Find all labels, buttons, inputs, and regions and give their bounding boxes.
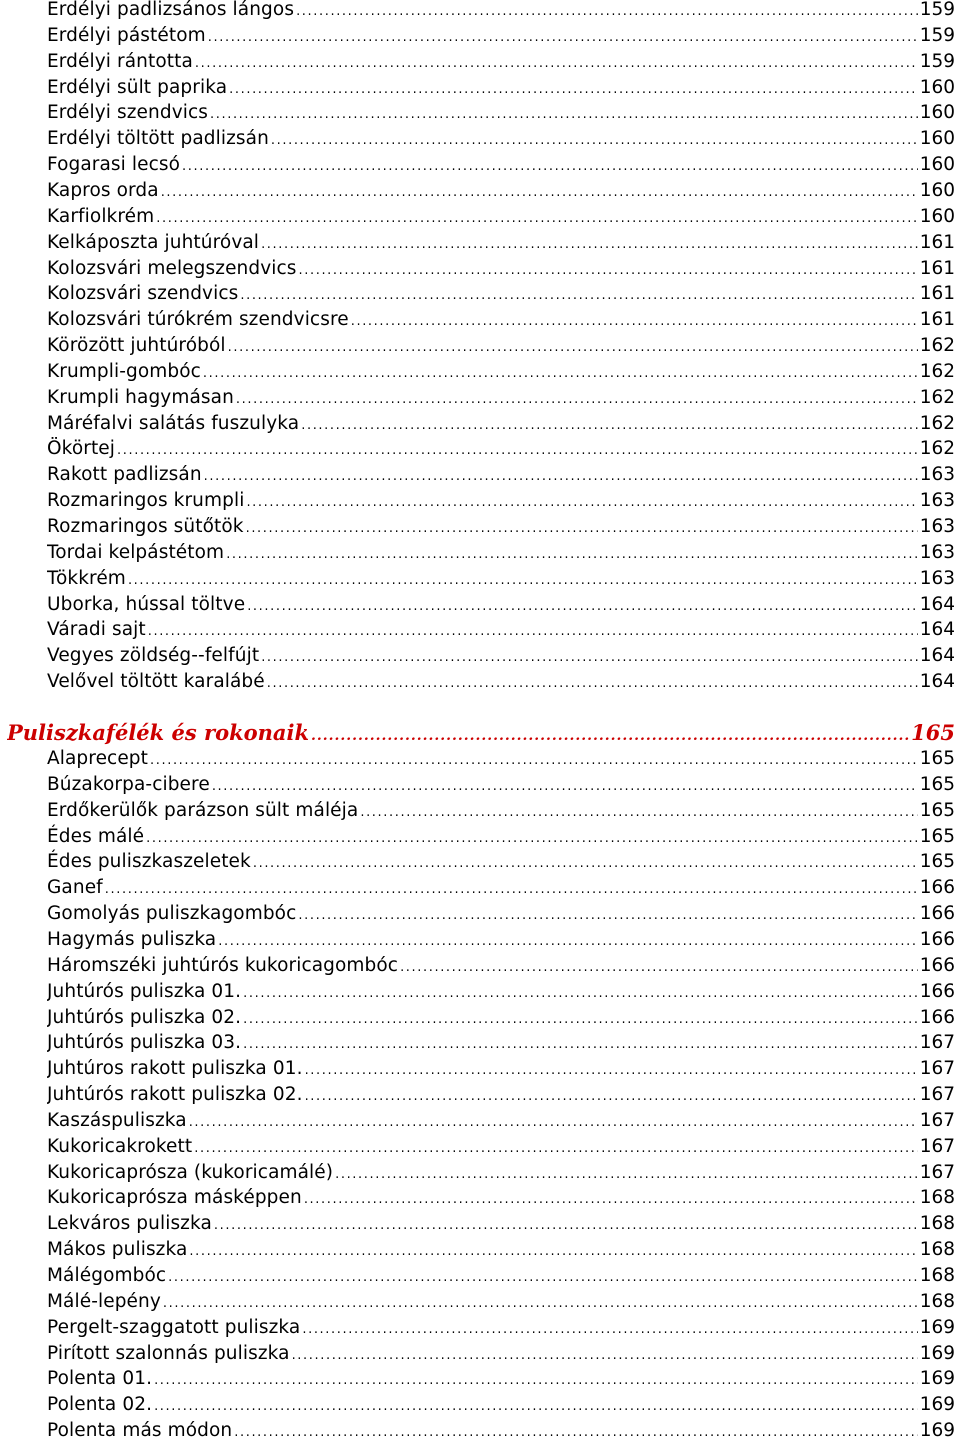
dot-leader bbox=[117, 438, 918, 462]
dot-leader bbox=[154, 1394, 918, 1418]
toc-entry-title: Fogarasi lecsó bbox=[47, 154, 181, 176]
toc-entry[interactable] bbox=[47, 333, 955, 359]
dot-leader bbox=[305, 1084, 918, 1108]
toc-entry-page-number: 168 bbox=[919, 1213, 955, 1235]
toc-entry[interactable] bbox=[47, 824, 955, 850]
toc-entry[interactable] bbox=[47, 1341, 955, 1367]
toc-entry-page-number: 159 bbox=[919, 0, 955, 20]
toc-entry-title: Alaprecept bbox=[47, 748, 149, 769]
toc-entry-title: Máréfalvi salátás fuszulyka bbox=[47, 412, 300, 434]
toc-entry-page-number: 165 bbox=[919, 748, 955, 769]
toc-entry-title: Tökkrém bbox=[47, 567, 126, 589]
dot-leader bbox=[301, 413, 917, 437]
toc-entry[interactable] bbox=[47, 1315, 955, 1341]
dot-leader bbox=[247, 594, 918, 618]
toc-entry-title: Polenta 02. bbox=[47, 1394, 153, 1416]
toc-entry-page-number: 162 bbox=[919, 335, 955, 357]
toc-entry[interactable] bbox=[47, 436, 955, 462]
toc-entry-page-number: 165 bbox=[919, 825, 955, 847]
toc-entry-title: Málé-lepény bbox=[47, 1290, 161, 1312]
dot-leader bbox=[226, 542, 918, 566]
toc-entry[interactable] bbox=[47, 1392, 955, 1418]
toc-entry[interactable] bbox=[47, 1160, 955, 1186]
toc-entry-page-number: 163 bbox=[919, 464, 955, 486]
toc-entry-page-number: 163 bbox=[919, 541, 955, 563]
toc-entry-page-number: 168 bbox=[919, 1239, 955, 1261]
toc-entry-title: Erdélyi pástétom bbox=[47, 24, 206, 46]
toc-entry-title: Erdélyi padlizsános lángos bbox=[47, 0, 295, 20]
toc-entry-page-number: 163 bbox=[919, 567, 955, 589]
toc-entry-page-number: 169 bbox=[919, 1342, 955, 1364]
toc-entry[interactable] bbox=[47, 901, 955, 927]
toc-entry[interactable] bbox=[47, 23, 955, 49]
toc-entry[interactable] bbox=[47, 1289, 955, 1315]
toc-entry-page-number: 166 bbox=[919, 903, 955, 925]
toc-entry-page-number: 168 bbox=[919, 1265, 955, 1286]
toc-entry[interactable] bbox=[47, 1056, 955, 1082]
toc-entry-page-number: 165 bbox=[919, 773, 955, 795]
toc-entry-title: Kolozsvári melegszendvics bbox=[47, 257, 297, 279]
toc-entry-page-number: 166 bbox=[919, 954, 955, 976]
toc-entry-page-number: 160 bbox=[919, 205, 955, 227]
toc-entry[interactable] bbox=[47, 772, 955, 798]
dot-leader bbox=[271, 128, 918, 152]
dot-leader bbox=[302, 1317, 917, 1341]
dot-leader bbox=[229, 77, 918, 101]
toc-entry-title: Édes puliszkaszeletek bbox=[47, 851, 251, 873]
toc-entry-page-number: 162 bbox=[919, 386, 955, 408]
dot-leader bbox=[148, 619, 918, 643]
toc-entry-title: Velővel töltött karalábé bbox=[47, 671, 265, 693]
toc-entry-title: Krumpli hagymásan bbox=[47, 386, 234, 408]
dot-leader bbox=[400, 955, 918, 979]
dot-leader bbox=[163, 1291, 918, 1315]
toc-entry-title: Búzakorpa-cibere bbox=[47, 773, 210, 795]
dot-leader bbox=[204, 464, 918, 488]
toc-entry-page-number: 160 bbox=[919, 154, 955, 176]
dot-leader bbox=[261, 645, 918, 669]
toc-entry-title: Gomolyás puliszkagombóc bbox=[47, 903, 297, 925]
toc-entry-title: Juhtúrós rakott puliszka 02. bbox=[47, 1084, 303, 1106]
toc-entry[interactable] bbox=[47, 1366, 955, 1392]
dot-leader bbox=[335, 1162, 918, 1186]
toc-entry-title: Váradi sajt bbox=[47, 619, 146, 641]
toc-entry-title: Ganef bbox=[47, 877, 103, 899]
toc-entry-title: Juhtúrós puliszka 01. bbox=[47, 980, 242, 1002]
dot-leader bbox=[218, 929, 917, 953]
toc-entry[interactable] bbox=[47, 0, 955, 23]
dot-leader bbox=[292, 1343, 918, 1367]
toc-entry[interactable] bbox=[47, 126, 955, 152]
toc-entry-title: Kaszáspuliszka bbox=[47, 1109, 187, 1131]
dot-leader bbox=[208, 25, 918, 49]
dot-leader bbox=[304, 1187, 918, 1211]
toc-entry[interactable] bbox=[47, 566, 955, 592]
toc-entry-title: Rozmaringos krumpli bbox=[47, 490, 245, 512]
toc-entry-title: Pergelt-szaggatott puliszka bbox=[47, 1316, 301, 1338]
toc-entry-page-number: 164 bbox=[919, 593, 955, 615]
dot-leader bbox=[203, 361, 918, 385]
toc-entry-page-number: 169 bbox=[919, 1394, 955, 1416]
dot-leader bbox=[243, 1007, 918, 1031]
toc-entry[interactable] bbox=[47, 411, 955, 437]
toc-entry[interactable] bbox=[47, 1108, 955, 1134]
toc-entry[interactable] bbox=[47, 875, 955, 901]
toc-entry-title: Kolozsvári szendvics bbox=[47, 283, 239, 305]
dot-leader bbox=[360, 800, 917, 824]
dot-leader bbox=[156, 206, 917, 230]
dot-leader bbox=[150, 748, 918, 772]
dot-leader bbox=[105, 877, 918, 901]
dot-leader bbox=[168, 1265, 918, 1289]
toc-entry[interactable] bbox=[47, 488, 955, 514]
toc-entry-page-number: 165 bbox=[919, 851, 955, 873]
toc-entry-page-number: 160 bbox=[919, 179, 955, 201]
toc-entry-page-number: 161 bbox=[919, 309, 955, 331]
toc-entry-page-number: 159 bbox=[919, 50, 955, 72]
toc-entry-page-number: 167 bbox=[919, 1058, 955, 1080]
dot-leader bbox=[234, 1420, 917, 1444]
toc-entry-title: Erdőkerülők parázson sült máléja bbox=[47, 799, 359, 821]
toc-entry-title: Erdélyi szendvics bbox=[47, 102, 209, 124]
toc-entry-title: Körözött juhtúróból bbox=[47, 335, 226, 357]
toc-entry[interactable] bbox=[47, 592, 955, 618]
toc-entry-page-number: 167 bbox=[919, 1135, 955, 1157]
dot-leader bbox=[161, 180, 918, 204]
toc-entry[interactable] bbox=[47, 204, 955, 230]
toc-entry-title: Pirított szalonnás puliszka bbox=[47, 1342, 290, 1364]
dot-leader bbox=[189, 1110, 918, 1134]
toc-entry-page-number: 161 bbox=[919, 257, 955, 279]
toc-entry[interactable] bbox=[47, 514, 955, 540]
dot-leader bbox=[154, 1368, 918, 1392]
toc-entry-page-number: 167 bbox=[919, 1084, 955, 1106]
toc-entry-title: Málégombóc bbox=[47, 1265, 167, 1286]
toc-entry[interactable] bbox=[47, 1211, 955, 1237]
dot-leader bbox=[246, 490, 917, 514]
dot-leader bbox=[311, 721, 909, 748]
toc-entry-page-number: 164 bbox=[919, 671, 955, 693]
toc-entry[interactable] bbox=[47, 49, 955, 75]
toc-entry-title: Polenta 01. bbox=[47, 1368, 153, 1390]
toc-entry[interactable] bbox=[47, 462, 955, 488]
toc-entry-page-number: 165 bbox=[919, 799, 955, 821]
toc-entry-title: Juhtúrós puliszka 03. bbox=[47, 1032, 242, 1054]
toc-entry-title: Rozmaringos sütőtök bbox=[47, 516, 244, 537]
toc-entry-title: Kukoricakrokett bbox=[47, 1135, 193, 1157]
dot-leader bbox=[298, 903, 917, 927]
toc-entry[interactable] bbox=[47, 1030, 955, 1056]
section-heading-title: Puliszkafélék és rokonaik bbox=[7, 720, 310, 745]
toc-entry-title: Háromszéki juhtúrós kukoricagombóc bbox=[47, 954, 399, 976]
toc-entry[interactable] bbox=[47, 100, 955, 126]
dot-leader bbox=[261, 232, 918, 256]
toc-entry[interactable] bbox=[47, 1005, 955, 1031]
toc-entry-page-number: 164 bbox=[919, 645, 955, 667]
toc-entry-page-number: 167 bbox=[919, 1032, 955, 1054]
toc-entry-title: Juhtúrós puliszka 02. bbox=[47, 1006, 242, 1028]
toc-entry-title: Uborka, hússal töltve bbox=[47, 593, 246, 615]
dot-leader bbox=[182, 154, 918, 178]
toc-entry-page-number: 163 bbox=[919, 490, 955, 512]
toc-entry-page-number: 161 bbox=[919, 231, 955, 253]
toc-entry-page-number: 169 bbox=[919, 1316, 955, 1338]
dot-leader bbox=[212, 774, 918, 798]
dot-leader bbox=[243, 981, 918, 1005]
toc-entry[interactable] bbox=[47, 281, 955, 307]
toc-entry-title: Vegyes zöldség--felfújt bbox=[47, 645, 260, 667]
toc-entry[interactable] bbox=[47, 75, 955, 101]
section-heading-page-number: 165 bbox=[911, 720, 955, 745]
toc-entry-title: Kukoricaprósza másképpen bbox=[47, 1187, 302, 1209]
toc-entry[interactable] bbox=[47, 540, 955, 566]
toc-entry[interactable] bbox=[47, 849, 955, 875]
toc-entry-page-number: 167 bbox=[919, 1109, 955, 1131]
dot-leader bbox=[194, 1136, 917, 1160]
dot-leader bbox=[267, 671, 918, 695]
toc-entry[interactable] bbox=[47, 617, 955, 643]
toc-entry-page-number: 164 bbox=[919, 619, 955, 641]
toc-entry-page-number: 159 bbox=[919, 24, 955, 46]
toc-entry[interactable] bbox=[47, 927, 955, 953]
toc-entry-page-number: 162 bbox=[919, 360, 955, 382]
toc-entry-title: Erdélyi töltött padlizsán bbox=[47, 128, 269, 150]
toc-entry[interactable] bbox=[47, 178, 955, 204]
dot-leader bbox=[128, 568, 918, 592]
toc-entry[interactable] bbox=[47, 1263, 955, 1289]
toc-entry[interactable] bbox=[47, 979, 955, 1005]
dot-leader bbox=[240, 283, 917, 307]
toc-entry-title: Krumpli-gombóc bbox=[47, 360, 201, 382]
toc-entry-page-number: 160 bbox=[919, 102, 955, 124]
toc-entry-title: Erdélyi rántotta bbox=[47, 50, 193, 72]
dot-leader bbox=[189, 1239, 917, 1263]
toc-entry[interactable] bbox=[47, 798, 955, 824]
toc-entry[interactable] bbox=[47, 256, 955, 282]
dot-leader bbox=[305, 1058, 918, 1082]
toc-entry[interactable] bbox=[47, 307, 955, 333]
toc-entry-title: Erdélyi sült paprika bbox=[47, 76, 228, 98]
toc-entry[interactable] bbox=[47, 152, 955, 178]
toc-entry-title: Kolozsvári túrókrém szendvicsre bbox=[47, 309, 349, 331]
toc-entry[interactable] bbox=[47, 1134, 955, 1160]
toc-entry[interactable] bbox=[47, 1237, 955, 1263]
toc-entry-page-number: 168 bbox=[919, 1290, 955, 1312]
toc-entry-title: Juhtúros rakott puliszka 01. bbox=[47, 1058, 303, 1080]
toc-entry[interactable] bbox=[47, 669, 955, 695]
dot-leader bbox=[195, 51, 918, 75]
section-heading[interactable] bbox=[7, 718, 955, 748]
toc-entry-page-number: 160 bbox=[919, 128, 955, 150]
toc-entry-page-number: 169 bbox=[919, 1420, 955, 1442]
toc-entry[interactable] bbox=[47, 385, 955, 411]
toc-entry-title: Ökörtej bbox=[47, 438, 116, 460]
toc-entry-page-number: 168 bbox=[919, 1187, 955, 1209]
dot-leader bbox=[228, 335, 918, 359]
toc-entry-title: Rakott padlizsán bbox=[47, 464, 202, 486]
toc-entry[interactable] bbox=[47, 643, 955, 669]
dot-leader bbox=[299, 258, 918, 282]
toc-entry-page-number: 167 bbox=[919, 1161, 955, 1183]
toc-entry-page-number: 166 bbox=[919, 1006, 955, 1028]
toc-entry-page-number: 162 bbox=[919, 438, 955, 460]
dot-leader bbox=[146, 826, 918, 850]
toc-entry-page-number: 166 bbox=[919, 980, 955, 1002]
toc-entry-title: Kukoricaprósza (kukoricamálé) bbox=[47, 1161, 334, 1183]
toc-entry-title: Kelkáposzta juhtúróval bbox=[47, 231, 260, 253]
toc-entry[interactable] bbox=[47, 746, 955, 772]
toc-entry[interactable] bbox=[47, 1082, 955, 1108]
dot-leader bbox=[253, 851, 918, 875]
dot-leader bbox=[236, 387, 918, 411]
toc-entry[interactable] bbox=[47, 1418, 955, 1444]
dot-leader bbox=[246, 516, 918, 540]
dot-leader bbox=[214, 1213, 918, 1237]
dot-leader bbox=[243, 1032, 918, 1056]
toc-entry-title: Kapros orda bbox=[47, 179, 159, 201]
toc-entry-page-number: 161 bbox=[919, 283, 955, 305]
toc-entry-page-number: 166 bbox=[919, 877, 955, 899]
toc-entry-page-number: 169 bbox=[919, 1368, 955, 1390]
toc-entry-title: Polenta más módon bbox=[47, 1420, 233, 1442]
toc-entry[interactable] bbox=[47, 953, 955, 979]
toc-entry[interactable] bbox=[47, 359, 955, 385]
toc-entry-title: Lekváros puliszka bbox=[47, 1213, 212, 1235]
toc-entry-title: Karfiolkrém bbox=[47, 205, 155, 227]
toc-entry[interactable] bbox=[47, 1185, 955, 1211]
toc-entry-title: Hagymás puliszka bbox=[47, 928, 217, 950]
toc-entry-title: Édes málé bbox=[47, 825, 145, 847]
dot-leader bbox=[351, 309, 918, 333]
toc-entry-page-number: 162 bbox=[919, 412, 955, 434]
toc-entry-page-number: 163 bbox=[919, 516, 955, 537]
toc-entry-title: Mákos puliszka bbox=[47, 1239, 188, 1261]
toc-entry[interactable] bbox=[47, 230, 955, 256]
dot-leader bbox=[296, 0, 918, 23]
toc-entry-title: Tordai kelpástétom bbox=[47, 541, 225, 563]
toc-entry-page-number: 166 bbox=[919, 928, 955, 950]
toc-entry-page-number: 160 bbox=[919, 76, 955, 98]
dot-leader bbox=[210, 102, 918, 126]
